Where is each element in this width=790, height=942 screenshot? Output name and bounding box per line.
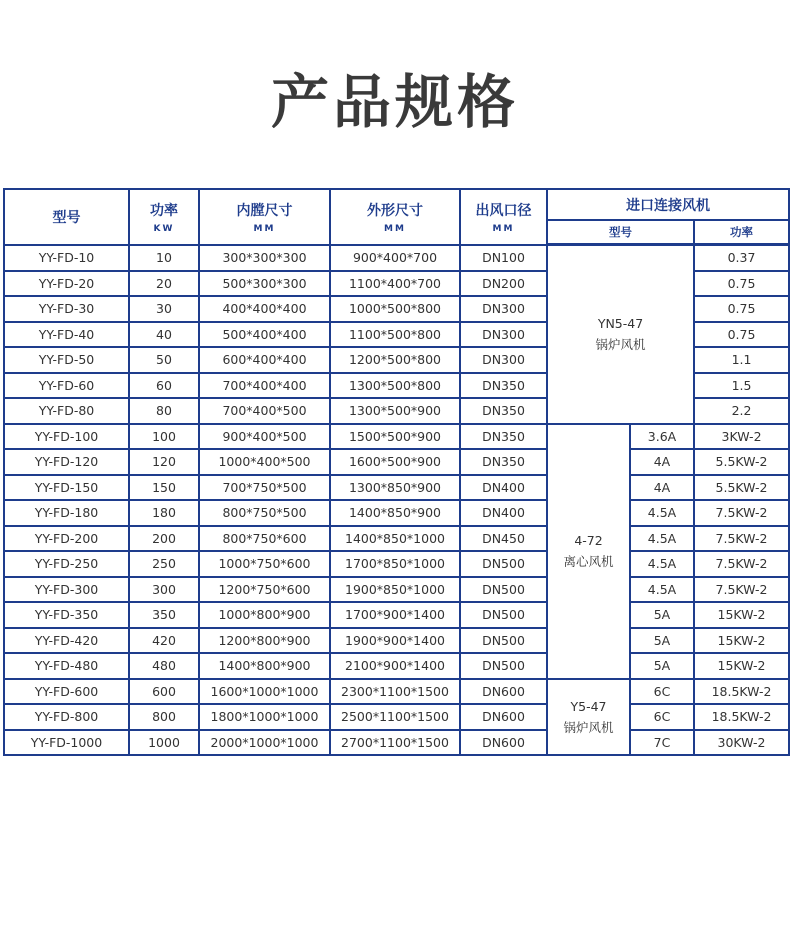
cell-model: YY-FD-150 [4,475,129,501]
cell-outer-size: 2300*1100*1500 [330,679,460,705]
cell-model: YY-FD-600 [4,679,129,705]
cell-fan-power: 1.5 [694,373,789,399]
cell-model: YY-FD-80 [4,398,129,424]
header-outer-unit: MM [384,223,406,234]
cell-model: YY-FD-40 [4,322,129,348]
header-power: 功率 KW [129,189,199,245]
header-power-unit: KW [153,223,175,234]
cell-inner-size: 800*750*600 [199,526,330,552]
cell-fan-model: 6C [630,679,694,705]
cell-fan-model: 6C [630,704,694,730]
table-row [4,551,789,577]
cell-outer-size: 1300*850*900 [330,475,460,501]
cell-power: 40 [129,322,199,348]
cell-model: YY-FD-200 [4,526,129,552]
cell-outlet: DN350 [460,373,547,399]
cell-model: YY-FD-10 [4,245,129,271]
cell-power: 800 [129,704,199,730]
cell-power: 20 [129,271,199,297]
cell-power: 150 [129,475,199,501]
cell-outlet: DN350 [460,449,547,475]
cell-fan-model: 4.5A [630,526,694,552]
cell-model: YY-FD-30 [4,296,129,322]
fan-group-cell [547,245,694,424]
cell-model: YY-FD-300 [4,577,129,603]
cell-outlet: DN300 [460,347,547,373]
cell-model: YY-FD-420 [4,628,129,654]
cell-inner-size: 500*400*400 [199,322,330,348]
cell-power: 50 [129,347,199,373]
page-title: 产品规格 [270,68,519,136]
cell-outer-size: 1600*500*900 [330,449,460,475]
header-fan-model: 型号 [547,220,694,245]
cell-outlet: DN500 [460,551,547,577]
fan-group-name: 4-72 [574,533,603,548]
cell-inner-size: 700*750*500 [199,475,330,501]
cell-fan-power: 15KW-2 [694,602,789,628]
cell-model: YY-FD-180 [4,500,129,526]
cell-fan-model: 5A [630,602,694,628]
cell-model: YY-FD-100 [4,424,129,450]
cell-fan-power: 7.5KW-2 [694,500,789,526]
cell-inner-size: 1400*800*900 [199,653,330,679]
table-row [4,730,789,756]
cell-inner-size: 900*400*500 [199,424,330,450]
cell-power: 200 [129,526,199,552]
cell-outlet: DN500 [460,653,547,679]
cell-power: 60 [129,373,199,399]
cell-outlet: DN600 [460,704,547,730]
cell-fan-power: 30KW-2 [694,730,789,756]
cell-outer-size: 1700*900*1400 [330,602,460,628]
fan-group-type: 锅炉风机 [595,337,646,353]
fan-group-name: Y5-47 [570,698,607,714]
cell-inner-size: 1200*800*900 [199,628,330,654]
cell-fan-model: 4.5A [630,551,694,577]
fan-group-name: YN5-47 [597,316,644,332]
header-inner-unit: MM [253,223,276,234]
cell-model: YY-FD-1000 [4,730,129,756]
cell-fan-power: 7.5KW-2 [694,526,789,552]
table-row [4,424,789,450]
table-row [4,449,789,475]
table-row [4,628,789,654]
cell-inner-size: 400*400*400 [199,296,330,322]
cell-fan-model: 3.6A [630,424,694,450]
cell-outlet: DN350 [460,398,547,424]
table-row [4,500,789,526]
cell-outer-size: 1900*900*1400 [330,628,460,654]
table-row [4,577,789,603]
cell-inner-size: 1600*1000*1000 [199,679,330,705]
header-outlet-unit: MM [492,223,515,234]
fan-group-type: 离心风机 [563,554,614,569]
table-row [4,602,789,628]
cell-power: 30 [129,296,199,322]
cell-outer-size: 1000*500*800 [330,296,460,322]
cell-fan-power: 15KW-2 [694,653,789,679]
cell-outlet: DN500 [460,628,547,654]
cell-power: 600 [129,679,199,705]
cell-outlet: DN500 [460,602,547,628]
cell-outer-size: 1900*850*1000 [330,577,460,603]
cell-outlet: DN350 [460,424,547,450]
cell-power: 420 [129,628,199,654]
cell-model: YY-FD-800 [4,704,129,730]
cell-fan-power: 5.5KW-2 [694,449,789,475]
cell-power: 300 [129,577,199,603]
header-fan-power: 功率 [694,220,789,245]
cell-inner-size: 500*300*300 [199,271,330,297]
cell-outer-size: 900*400*700 [330,245,460,271]
cell-outlet: DN600 [460,730,547,756]
cell-outlet: DN500 [460,577,547,603]
cell-fan-power: 5.5KW-2 [694,475,789,501]
table-row [4,475,789,501]
table-row [4,679,789,705]
cell-fan-power: 18.5KW-2 [694,679,789,705]
cell-inner-size: 600*400*400 [199,347,330,373]
cell-power: 10 [129,245,199,271]
cell-inner-size: 2000*1000*1000 [199,730,330,756]
cell-inner-size: 1200*750*600 [199,577,330,603]
cell-power: 250 [129,551,199,577]
cell-fan-model: 4A [630,449,694,475]
cell-power: 1000 [129,730,199,756]
header-fan: 进口连接风机 [547,189,789,220]
cell-fan-power: 2.2 [694,398,789,424]
cell-model: YY-FD-120 [4,449,129,475]
cell-power: 180 [129,500,199,526]
cell-fan-power: 0.75 [694,271,789,297]
cell-fan-power: 0.37 [694,245,789,271]
fan-group-cell [547,679,630,756]
cell-outer-size: 1400*850*900 [330,500,460,526]
cell-outlet: DN400 [460,500,547,526]
cell-fan-power: 3KW-2 [694,424,789,450]
table-row [4,245,789,271]
cell-fan-power: 15KW-2 [694,628,789,654]
cell-model: YY-FD-50 [4,347,129,373]
cell-outer-size: 1200*500*800 [330,347,460,373]
cell-outer-size: 1400*850*1000 [330,526,460,552]
cell-power: 350 [129,602,199,628]
cell-outlet: DN200 [460,271,547,297]
cell-fan-model: 5A [630,628,694,654]
cell-fan-power: 1.1 [694,347,789,373]
cell-inner-size: 300*300*300 [199,245,330,271]
cell-inner-size: 700*400*400 [199,373,330,399]
fan-group-type: 锅炉风机 [563,719,614,735]
cell-outer-size: 1500*500*900 [330,424,460,450]
cell-model: YY-FD-350 [4,602,129,628]
cell-outlet: DN600 [460,679,547,705]
cell-outer-size: 1700*850*1000 [330,551,460,577]
cell-fan-power: 18.5KW-2 [694,704,789,730]
cell-outlet: DN100 [460,245,547,271]
header-outlet: 出风口径 MM [460,189,547,245]
cell-outer-size: 2500*1100*1500 [330,704,460,730]
cell-model: YY-FD-250 [4,551,129,577]
cell-fan-power: 7.5KW-2 [694,551,789,577]
cell-outer-size: 1300*500*800 [330,373,460,399]
cell-fan-model: 4.5A [630,577,694,603]
cell-outlet: DN300 [460,322,547,348]
cell-fan-model: 4A [630,475,694,501]
table-row [4,653,789,679]
cell-power: 120 [129,449,199,475]
cell-inner-size: 1800*1000*1000 [199,704,330,730]
cell-fan-power: 7.5KW-2 [694,577,789,603]
table-row [4,526,789,552]
cell-outer-size: 2700*1100*1500 [330,730,460,756]
cell-inner-size: 1000*800*900 [199,602,330,628]
header-row [4,189,789,220]
cell-model: YY-FD-20 [4,271,129,297]
cell-fan-power: 0.75 [694,296,789,322]
cell-inner-size: 1000*400*500 [199,449,330,475]
cell-outer-size: 1100*500*800 [330,322,460,348]
header-inner-size: 内膛尺寸 MM [199,189,330,245]
cell-power: 480 [129,653,199,679]
cell-inner-size: 800*750*500 [199,500,330,526]
header-model: 型号 [4,189,129,245]
cell-fan-model: 4.5A [630,500,694,526]
header-outer-size: 外形尺寸 MM [330,189,460,245]
cell-power: 100 [129,424,199,450]
cell-model: YY-FD-60 [4,373,129,399]
cell-outlet: DN300 [460,296,547,322]
cell-outlet: DN450 [460,526,547,552]
cell-inner-size: 700*400*500 [199,398,330,424]
cell-fan-model: 7C [630,730,694,756]
cell-outer-size: 1300*500*900 [330,398,460,424]
cell-outer-size: 1100*400*700 [330,271,460,297]
cell-fan-power: 0.75 [694,322,789,348]
cell-fan-model: 5A [630,653,694,679]
cell-power: 80 [129,398,199,424]
spec-table [3,188,790,756]
cell-outer-size: 2100*900*1400 [330,653,460,679]
cell-outlet: DN400 [460,475,547,501]
cell-model: YY-FD-480 [4,653,129,679]
table-row [4,704,789,730]
cell-inner-size: 1000*750*600 [199,551,330,577]
fan-group-cell [547,424,630,679]
